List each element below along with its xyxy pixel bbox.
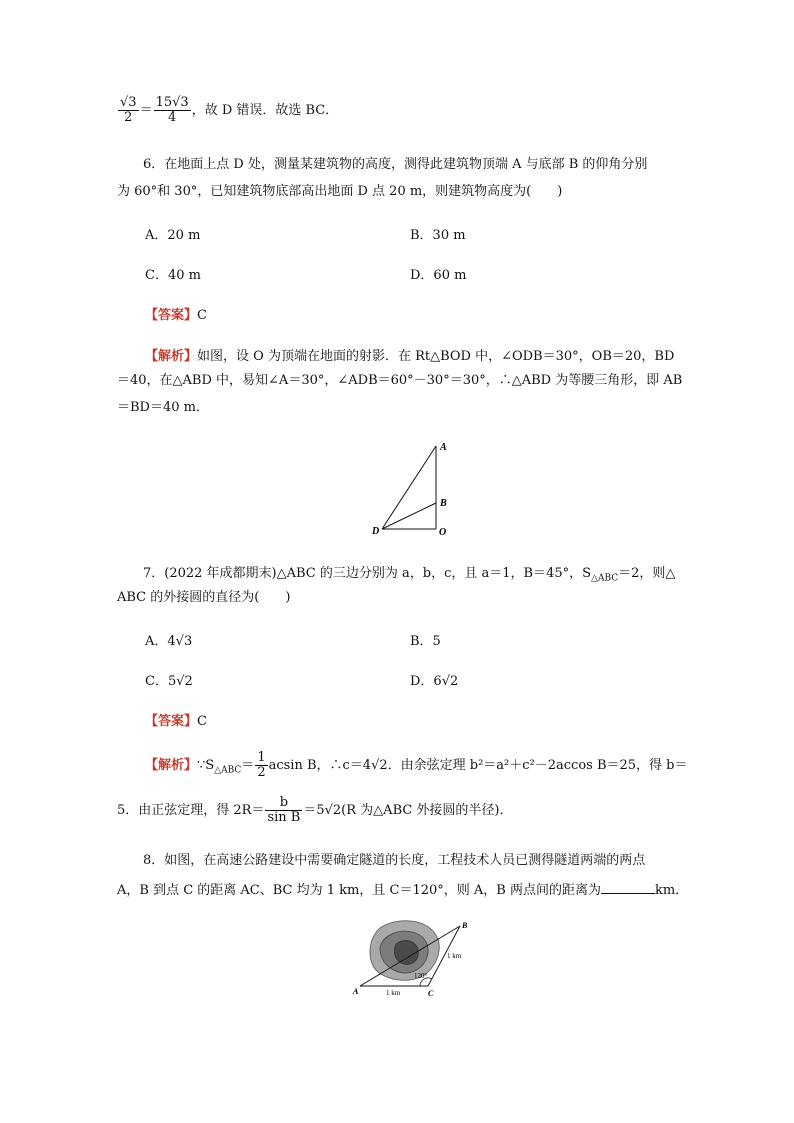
q7-option-b: B．5 [410, 634, 441, 649]
q6-option-b: B．30 m [410, 228, 466, 243]
fraction: $\frac{15√3}{4}$ [155, 95, 189, 125]
q7-option-c: C．5√2 [145, 674, 193, 689]
q7-analysis-line1: 【解析】$\because S_{\triangle ABC}=$ $\frac{1}{2}$ acsin B，∴c＝4√2．由余弦定理 b²＝a²＋c²－2accos B＝25，得 b＝ [145, 750, 688, 780]
label-bc-length: 1 km [447, 952, 462, 960]
q6-stem-line1: 6．在地面上点 D 处，测量某建筑物的高度，测得此建筑物顶端 A 与底部 B 的仰角分别 [143, 157, 648, 172]
q8-stem-line2: A，B 到点 C 的距离 AC、BC 均为 1 km，且 C＝120°，则 A，B 两点间的距离为 km． [117, 883, 689, 898]
q6-analysis-line3: ＝BD＝40 m． [117, 400, 209, 415]
label-ac-length: 1 km [386, 989, 401, 997]
q7-stem-line1: 7．(2022 年成都期末)△ABC 的三边分别为 a，b，c，且 a＝1，B＝45°，$S_{\triangle ABC}=2$，则△ [143, 566, 676, 584]
fraction: $\frac{1}{2}$ [257, 750, 266, 780]
label-c: C [428, 989, 434, 998]
prev-answer-tail: $\frac{√3}{2}$ ＝ $\frac{15√3}{4}$ ，故 D 错误．故选 BC． [120, 95, 339, 125]
answer-tag: 【答案】 [145, 714, 198, 729]
q8-figure [350, 916, 470, 1000]
q6-answer: 【答案】C [145, 308, 207, 323]
q7-answer: 【答案】C [145, 714, 207, 729]
label-b: B [462, 921, 468, 930]
q6-option-a: A．20 m [145, 228, 201, 243]
q6-option-d: D．60 m [410, 268, 467, 283]
hill-inner [394, 941, 418, 965]
q6-figure [370, 436, 450, 540]
label-angle: 120° [414, 972, 428, 980]
label-d: D [372, 526, 380, 537]
q7-option-d: D．6√2 [410, 674, 459, 689]
q7-stem-line2: ABC 的外接圆的直径为( ) [117, 590, 291, 605]
q6-option-c: C．40 m [145, 268, 201, 283]
analysis-tag: 【解析】 [145, 758, 198, 773]
label-a: A [440, 442, 447, 453]
fraction: $\frac{√3}{2}$ [120, 95, 137, 125]
fraction: $\frac{b}{\text{sin B}}$ [267, 795, 301, 825]
label-b: B [440, 498, 447, 509]
answer-tag: 【答案】 [145, 308, 198, 323]
q6-stem-line2: 为 60°和 30°，已知建筑物底部高出地面 D 点 20 m，则建筑物高度为( ) [117, 184, 563, 199]
analysis-tag: 【解析】 [145, 349, 198, 364]
q7-analysis-line2: 5．由正弦定理，得 2R＝ $\frac{b}{\text{sin B}}$ ＝5√2(R 为△ABC 外接圆的半径)． [117, 795, 513, 825]
label-a: A [353, 987, 359, 996]
answer-blank [601, 881, 655, 894]
q7-option-a: A．4√3 [145, 634, 193, 649]
label-o: O [439, 527, 447, 538]
q8-stem-line1: 8．如图，在高速公路建设中需要确定隧道的长度，工程技术人员已测得隧道两端的两点 [143, 853, 646, 868]
q6-analysis-line1: 【解析】如图，设 O 为顶端在地面的射影．在 Rt△BOD 中，∠ODB＝30°，OB＝20，BD [145, 349, 675, 364]
q6-analysis-line2: ＝40，在△ABD 中，易知∠A＝30°，∠ADB＝60°－30°＝30°，∴△ABD 为等腰三角形，即 AB [117, 373, 683, 388]
